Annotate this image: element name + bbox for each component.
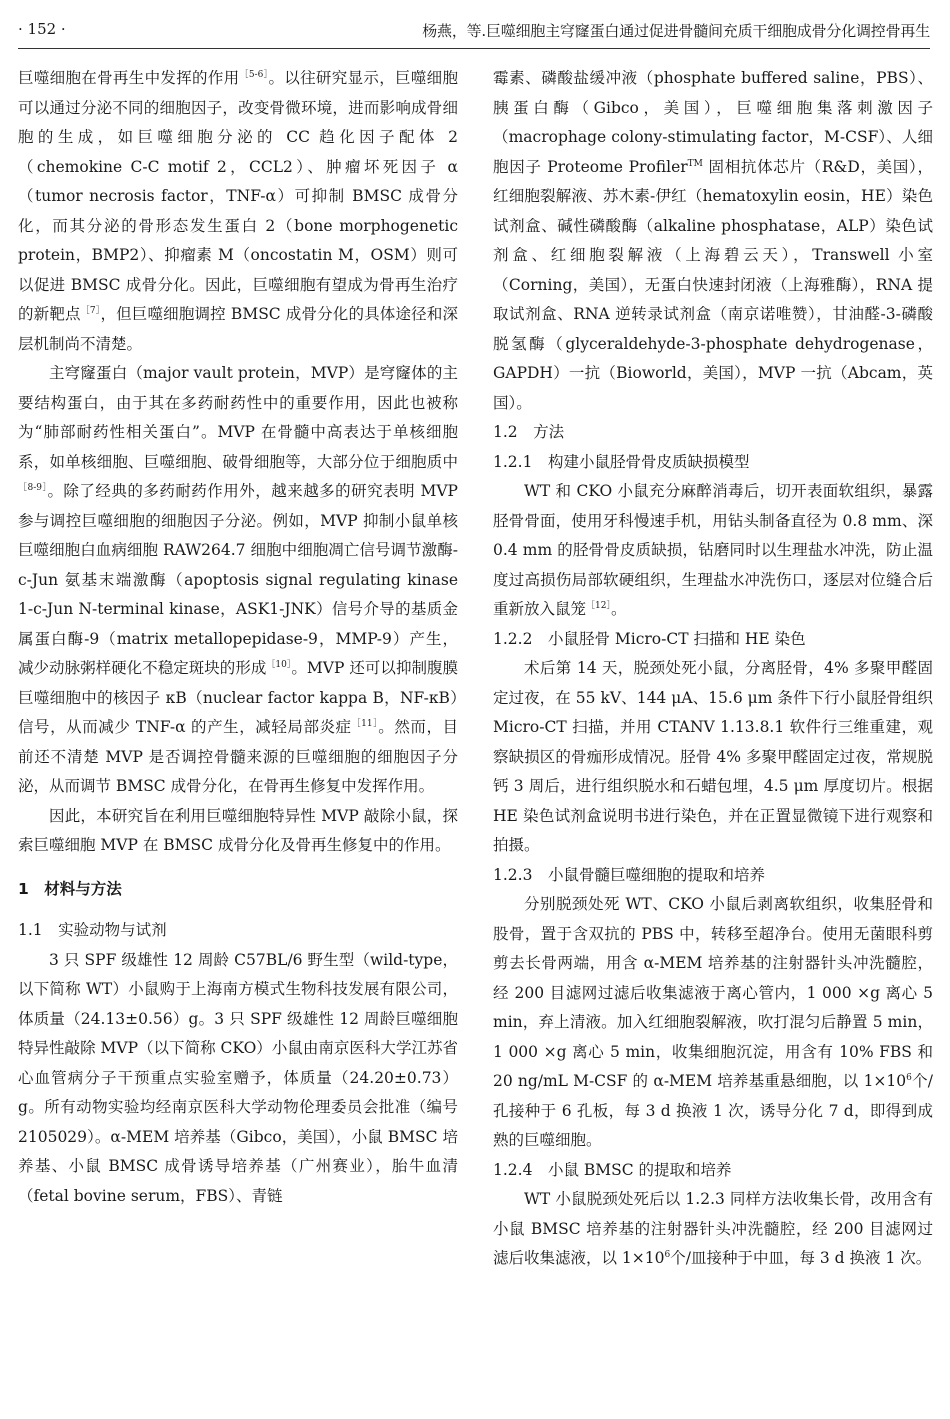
subsubsection-heading: 1.2.2 小鼠胫骨 Micro-CT 扫描和 HE 染色 [493,629,806,648]
paragraph [493,890,933,1156]
text-run: 。以往研究显示，巨噬细胞可以通过分泌不同的细胞因子，改变骨微环境，进而影响成骨细胞的生成，如巨噬细胞分泌的 CC 趋化因子配体 2（chemokine C-C motif 2，CCL2）、肿瘤坏死因子 α（tumor necrosis factor，TNF-α）可抑制 BMSC 成骨分化，而其分泌的骨形态发生蛋白 2（bone morphogenetic protein，BMP2）、抑瘤素 M（oncostatin M，OSM）则可以促进 BMSC 成骨分化。因此，巨噬细胞有望成为骨再生治疗的新靶点 [18,69,458,323]
paragraph: 3 只 SPF 级雄性 12 周龄 C57BL/6 野生型（wild-type，以下简称 WT）小鼠购于上海南方模式生物科技发展有限公司，体质量（24.13±0.56）g。3 只 SPF 级雄性 12 周龄巨噬细胞特异性敲除 MVP（以下简称 CKO）小鼠由南京医科大学江苏省心血管病分子干预重点实验室赠予，体质量（24.20±0.73）g。所有动物实验均经南京医科大学动物伦理委员会批准（编号 2105029）。α-MEM 培养基（Gibco，美国），小鼠 BMSC 培养基、小鼠 BMSC 成骨诱导培养基（广州赛业），胎牛血清（fetal bovine serum，FBS）、青链 [18,950,458,1205]
running-header [18,14,930,49]
paragraph [18,359,458,802]
running-title: 杨燕，等.巨噬细胞主穹窿蛋白通过促进骨髓间充质干细胞成骨分化调控骨再生 [422,22,930,40]
citation-superscript: ［7］ [80,305,101,316]
paragraph: 因此，本研究旨在利用巨噬细胞特异性 MVP 敲除小鼠，探索巨噬细胞 MVP 在 BMSC 成骨分化及骨再生修复中的作用。 [18,806,458,854]
text-run: WT 和 CKO 小鼠充分麻醉消毒后，切开表面软组织，暴露胫骨骨面，使用牙科慢速手机，用钻头制备直径为 0.8 mm、深 0.4 mm 的胫骨骨皮质缺损，钻磨同时以生理盐水冲洗，防止温度过高损伤局部软硬组织，生理盐水冲洗伤口，逐层对位缝合后重新放入鼠笼 [493,482,933,618]
subsubsection-heading: 1.2.4 小鼠 BMSC 的提取和培养 [493,1160,732,1179]
citation-superscript: 6 [906,1072,912,1083]
text-run: 个/皿接种于中皿，每 3 d 换液 1 次。 [670,1249,932,1267]
subsubsection-heading: 1.2.1 构建小鼠胫骨骨皮质缺损模型 [493,452,750,471]
page-number: · 152 · [18,20,66,38]
section-heading: 1 材料与方法 [18,879,122,898]
text-run: 。除了经典的多药耐药作用外，越来越多的研究表明 MVP 参与调控巨噬细胞的细胞因子分泌。例如，MVP 抑制小鼠单核巨噬细胞白血病细胞 RAW264.7 细胞中细胞凋亡信号调节激酶-c-Jun 氨基末端激酶（apoptosis signal regulating kinase 1-c-Jun N-terminal kinase，ASK1-JNK）信号介导的基质金属蛋白酶-9（matrix metallopepidase-9，MMP-9）产生，减少动脉粥样硬化不稳定斑块的形成 [18,482,458,677]
citation-superscript: ［5-6］ [239,69,269,80]
citation-superscript: TM [687,158,703,169]
paragraph [493,64,933,418]
citation-superscript: ［11］ [351,718,379,729]
left-column [18,64,458,1211]
subsection-heading: 1.1 实验动物与试剂 [18,921,167,939]
text-run: 。MVP 还可以抑制腹膜巨噬细胞中的核因子 κB（nuclear factor kappa B，NF-κB）信号，从而减少 TNF-α 的产生，减轻局部炎症 [18,659,459,736]
text-run: 。 [610,600,627,618]
subsubsection-heading: 1.2.3 小鼠骨髓巨噬细胞的提取和培养 [493,865,765,884]
text-run: WT 小鼠脱颈处死后以 1.2.3 同样方法收集长骨，改用含有小鼠 BMSC 培养基的注射器针头冲洗髓腔，经 200 目滤网过滤后收集滤液，以 1×10 [493,1190,933,1267]
paragraph: 术后第 14 天，脱颈处死小鼠，分离胫骨，4% 多聚甲醛固定过夜，在 55 kV、144 μA、15.6 μm 条件下行小鼠胫骨组织 Micro-CT 扫描，并用 CTANV 1.13.8.1 软件行三维重建，观察缺损区的骨痂形成情况。胫骨 4% 多聚甲醛固定过夜，常规脱钙 3 周后，进行组织脱水和石蜡包埋，4.5 μm 厚度切片。根据 HE 染色试剂盒说明书进行染色，并在正置显微镜下进行观察和拍摄。 [493,659,933,854]
subsection-heading: 1.2 方法 [493,423,565,441]
text-run: ，但巨噬细胞调控 BMSC 成骨分化的具体途径和深层机制尚不清楚。 [18,305,458,353]
text-run: 。然而，目前还不清楚 MVP 是否调控骨髓来源的巨噬细胞的细胞因子分泌，从而调节 BMSC 成骨分化，在骨再生修复中发挥作用。 [18,718,458,795]
text-run: 巨噬细胞在骨再生中发挥的作用 [18,69,240,87]
text-run: 主穹窿蛋白（major vault protein，MVP）是穹窿体的主要结构蛋白，由于其在多药耐药性中的重要作用，因此也被称为“肺部耐药性相关蛋白”。MVP 在骨髓中高表达于单核细胞系，如单核细胞、巨噬细胞、破骨细胞等，大部分位于细胞质中 [18,364,458,471]
citation-superscript: ［8-9］ [18,482,48,493]
text-run: 固相抗体芯片（R&D，美国），红细胞裂解液、苏木素-伊红（hematoxylin eosin，HE）染色试剂盒、碱性磷酸酶（alkaline phosphatase，ALP）染色试剂盒、红细胞裂解液（上海碧云天），Transwell 小室（Corning，美国），无蛋白快速封闭液（上海雅酶），RNA 提取试剂盒、RNA 逆转录试剂盒（南京诺唯赞），甘油醛-3-磷酸脱氢酶（glyceraldehyde-3-phosphate dehydrogenase，GAPDH）一抗（Bioworld，美国），MVP 一抗（Abcam，英国）。 [493,157,933,412]
text-run: 分别脱颈处死 WT、CKO 小鼠后剥离软组织，收集胫骨和股骨，置于含双抗的 PBS 中，转移至超净台。使用无菌眼科剪剪去长骨两端，用含 α-MEM 培养基的注射器针头冲洗髓腔，经 200 目滤网过滤后收集滤液于离心管内，1 000 ×g 离心 5 min，弃上清液。加入红细胞裂解液，吹打混匀后静置 5 min，1 000 ×g 离心 5 min，收集细胞沉淀，用含有 10% FBS 和 20 ng/mL M-CSF 的 α-MEM 培养基重悬细胞，以 1×10 [493,895,933,1090]
text-run: 霉素、磷酸盐缓冲液（phosphate buffered saline，PBS）、胰蛋白酶（Gibco，美国），巨噬细胞集落刺激因子（macrophage colony-stimulating factor，M-CSF）、人细胞因子 Proteome Profiler [493,69,933,176]
right-column [493,64,933,1274]
citation-superscript: 6 [664,1249,671,1260]
paragraph [493,1185,933,1274]
paragraph [18,64,458,359]
citation-superscript: ［10］ [266,659,292,670]
paragraph [493,477,933,625]
citation-superscript: ［12］ [586,600,611,611]
text-run: 个/孔接种于 6 孔板，每 3 d 换液 1 次，诱导分化 7 d，即得到成熟的巨噬细胞。 [493,1072,933,1149]
